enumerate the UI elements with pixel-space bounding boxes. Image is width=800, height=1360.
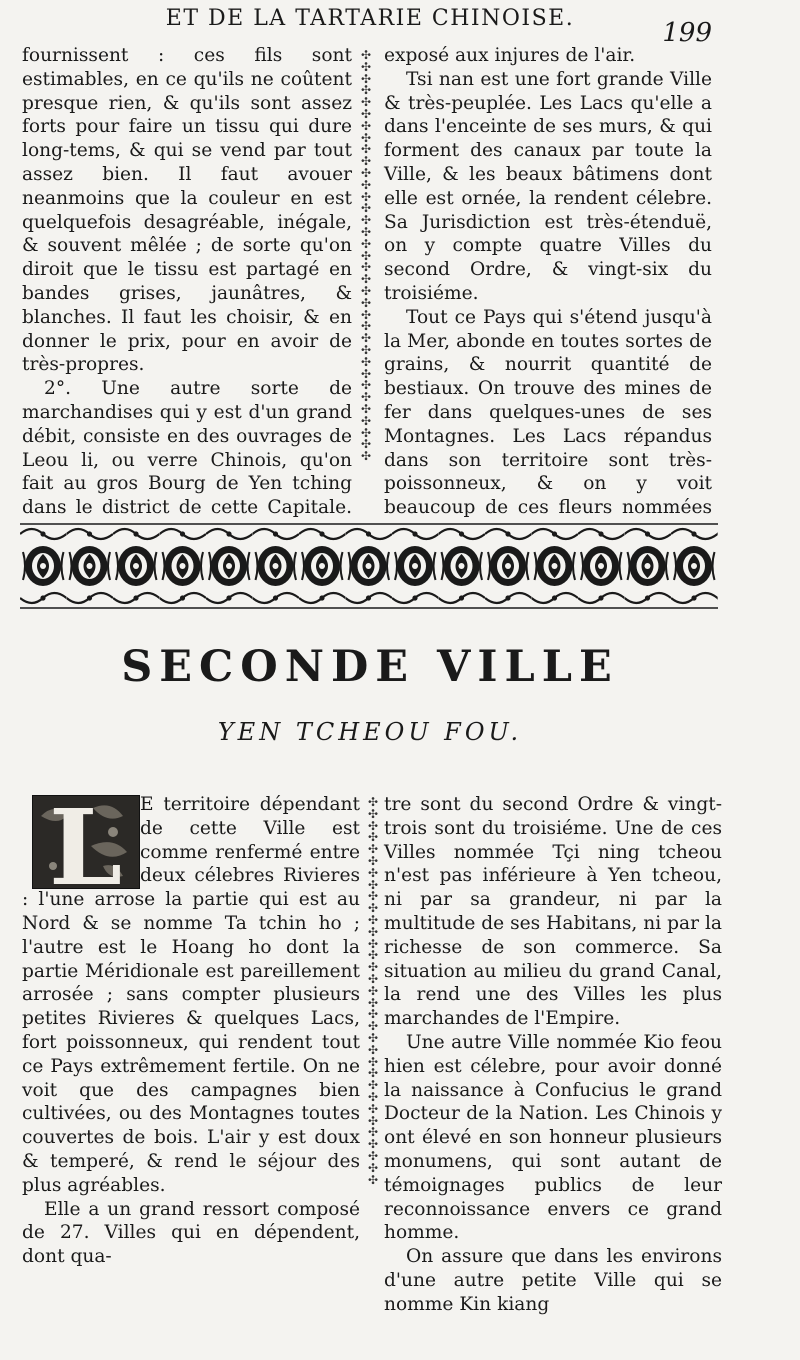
section-subtitle: YEN TCHEOU FOU. — [217, 718, 523, 746]
paragraph: exposé aux injures de l'air. — [384, 45, 636, 66]
column-divider-ornament: ✣ ✣ ✣ ✣ ✣ ✣ ✣ ✣ ✣ ✣ ✣ ✣ ✣ ✣ ✣ ✣ ✣ ✣ ✣ ✣ ✣ ✣ ✣ ✣ ✣ ✣ ✣ ✣ ✣ ✣ ✣ ✣ ✣ — [367, 797, 379, 1187]
paragraph: Elle a un grand ressort composé de 27. Villes qui en dépendent, dont qua- — [22, 1198, 360, 1268]
top-left-column — [22, 44, 352, 591]
bottom-left-column — [22, 793, 360, 1269]
paragraph: Tsi nan est une fort grande Ville & très-peuplée. Les Lacs qu'elle a dans l'enceinte de ses murs, & qui forment des canaux par toute la Ville, & les beaux bâtimens dont elle est ornée, la rendent célebre. Sa Jurisdiction est très-étenduë, on y compte quatre Villes du second Ordre, & vingt-six du troisiéme. — [384, 68, 712, 304]
paragraph: On assure que dans les environs d'une autre petite Ville qui se nomme Kin kiang — [384, 1246, 722, 1315]
decorative-ornament-band — [20, 522, 718, 610]
running-title: ET DE LA TARTARIE CHINOISE. — [165, 6, 575, 31]
paragraph: Tout ce Pays qui s'étend jusqu'à la Mer, abonde en toutes sortes de grains, & nourrit quantité de bestiaux. On trouve des mines de fer dans quelques-unes de ses Montagnes. Les Lacs répandus dans son territoire sont très-poissonneux, & on y voit beaucoup de ces fleurs nommées — [384, 306, 712, 519]
page-number: 199 — [662, 18, 712, 48]
paragraph: Une autre Ville nommée Kio feou hien est célebre, pour avoir donné la naissance à Confucius le grand Docteur de la Nation. Les Chinois y ont élevé en son honneur plusieurs monumens, qui sont autant de témoignages publics de leur reconnoissance envers ce grand homme. — [384, 1031, 722, 1244]
drop-cap-letter: L — [49, 786, 123, 909]
bottom-right-column — [384, 793, 722, 1317]
paragraph: E territoire dépendant de cette Ville est comme renfermé entre deux célebres Rivieres : l'une arrose la partie qui est au Nord & se nomme Ta tchin ho ; l'autre est le Hoang ho dont la partie Méridionale est pareillement arrosée ; sans compter plusieurs petites Rivieres & quelques Lacs, fort poissonneux, qui rendent tout ce Pays extrêmement fertile. On ne voit que des campagnes bien cultivées, ou des Montagnes toutes couvertes de bois. L'air y est doux & temperé, & rend le séjour des plus agréables. — [22, 794, 360, 1196]
drop-cap-spacer — [22, 793, 140, 887]
section-title: SECONDE VILLE — [121, 642, 619, 692]
paragraph: tre sont du second Ordre & vingt-trois sont du troisiéme. Une de ces Villes nommée Tçi ning tcheou n'est pas inférieure à Yen tcheou, ni par sa grandeur, ni par la multitude de ses Habitans, ni par la richesse de son commerce. Sa situation au milieu du grand Canal, la rend une des Villes les plus marchandes de l'Empire. — [384, 794, 722, 1030]
top-right-column — [384, 44, 712, 568]
paragraph: fournissent : ces fils sont estimables, en ce qu'ils ne coûtent presque rien, & qu'ils sont assez forts pour faire un tissu qui dure long-tems, & qui se vend par tout assez bien. Il faut avouer neanmoins que la couleur en est quelquefois desagréable, inégale, & souvent mêlée ; de sorte qu'on diroit que le tissu est partagé en bandes grises, jaunâtres, & blanches. Il faut les choisir, & en donner le prix, pour en avoir de très-propres. — [22, 45, 352, 376]
paragraph: 2°. Une autre sorte de marchandises qui y est d'un grand débit, consiste en des ouvrages de Leou li, ou verre Chinois, qu'on fait au gros Bourg de Yen tching dans le district de cette Capitale. — [22, 378, 352, 519]
column-divider-ornament: ✣ ✣ ✣ ✣ ✣ ✣ ✣ ✣ ✣ ✣ ✣ ✣ ✣ ✣ ✣ ✣ ✣ ✣ ✣ ✣ ✣ ✣ ✣ ✣ ✣ ✣ ✣ ✣ ✣ ✣ ✣ ✣ ✣ ✣ ✣ — [360, 50, 372, 464]
